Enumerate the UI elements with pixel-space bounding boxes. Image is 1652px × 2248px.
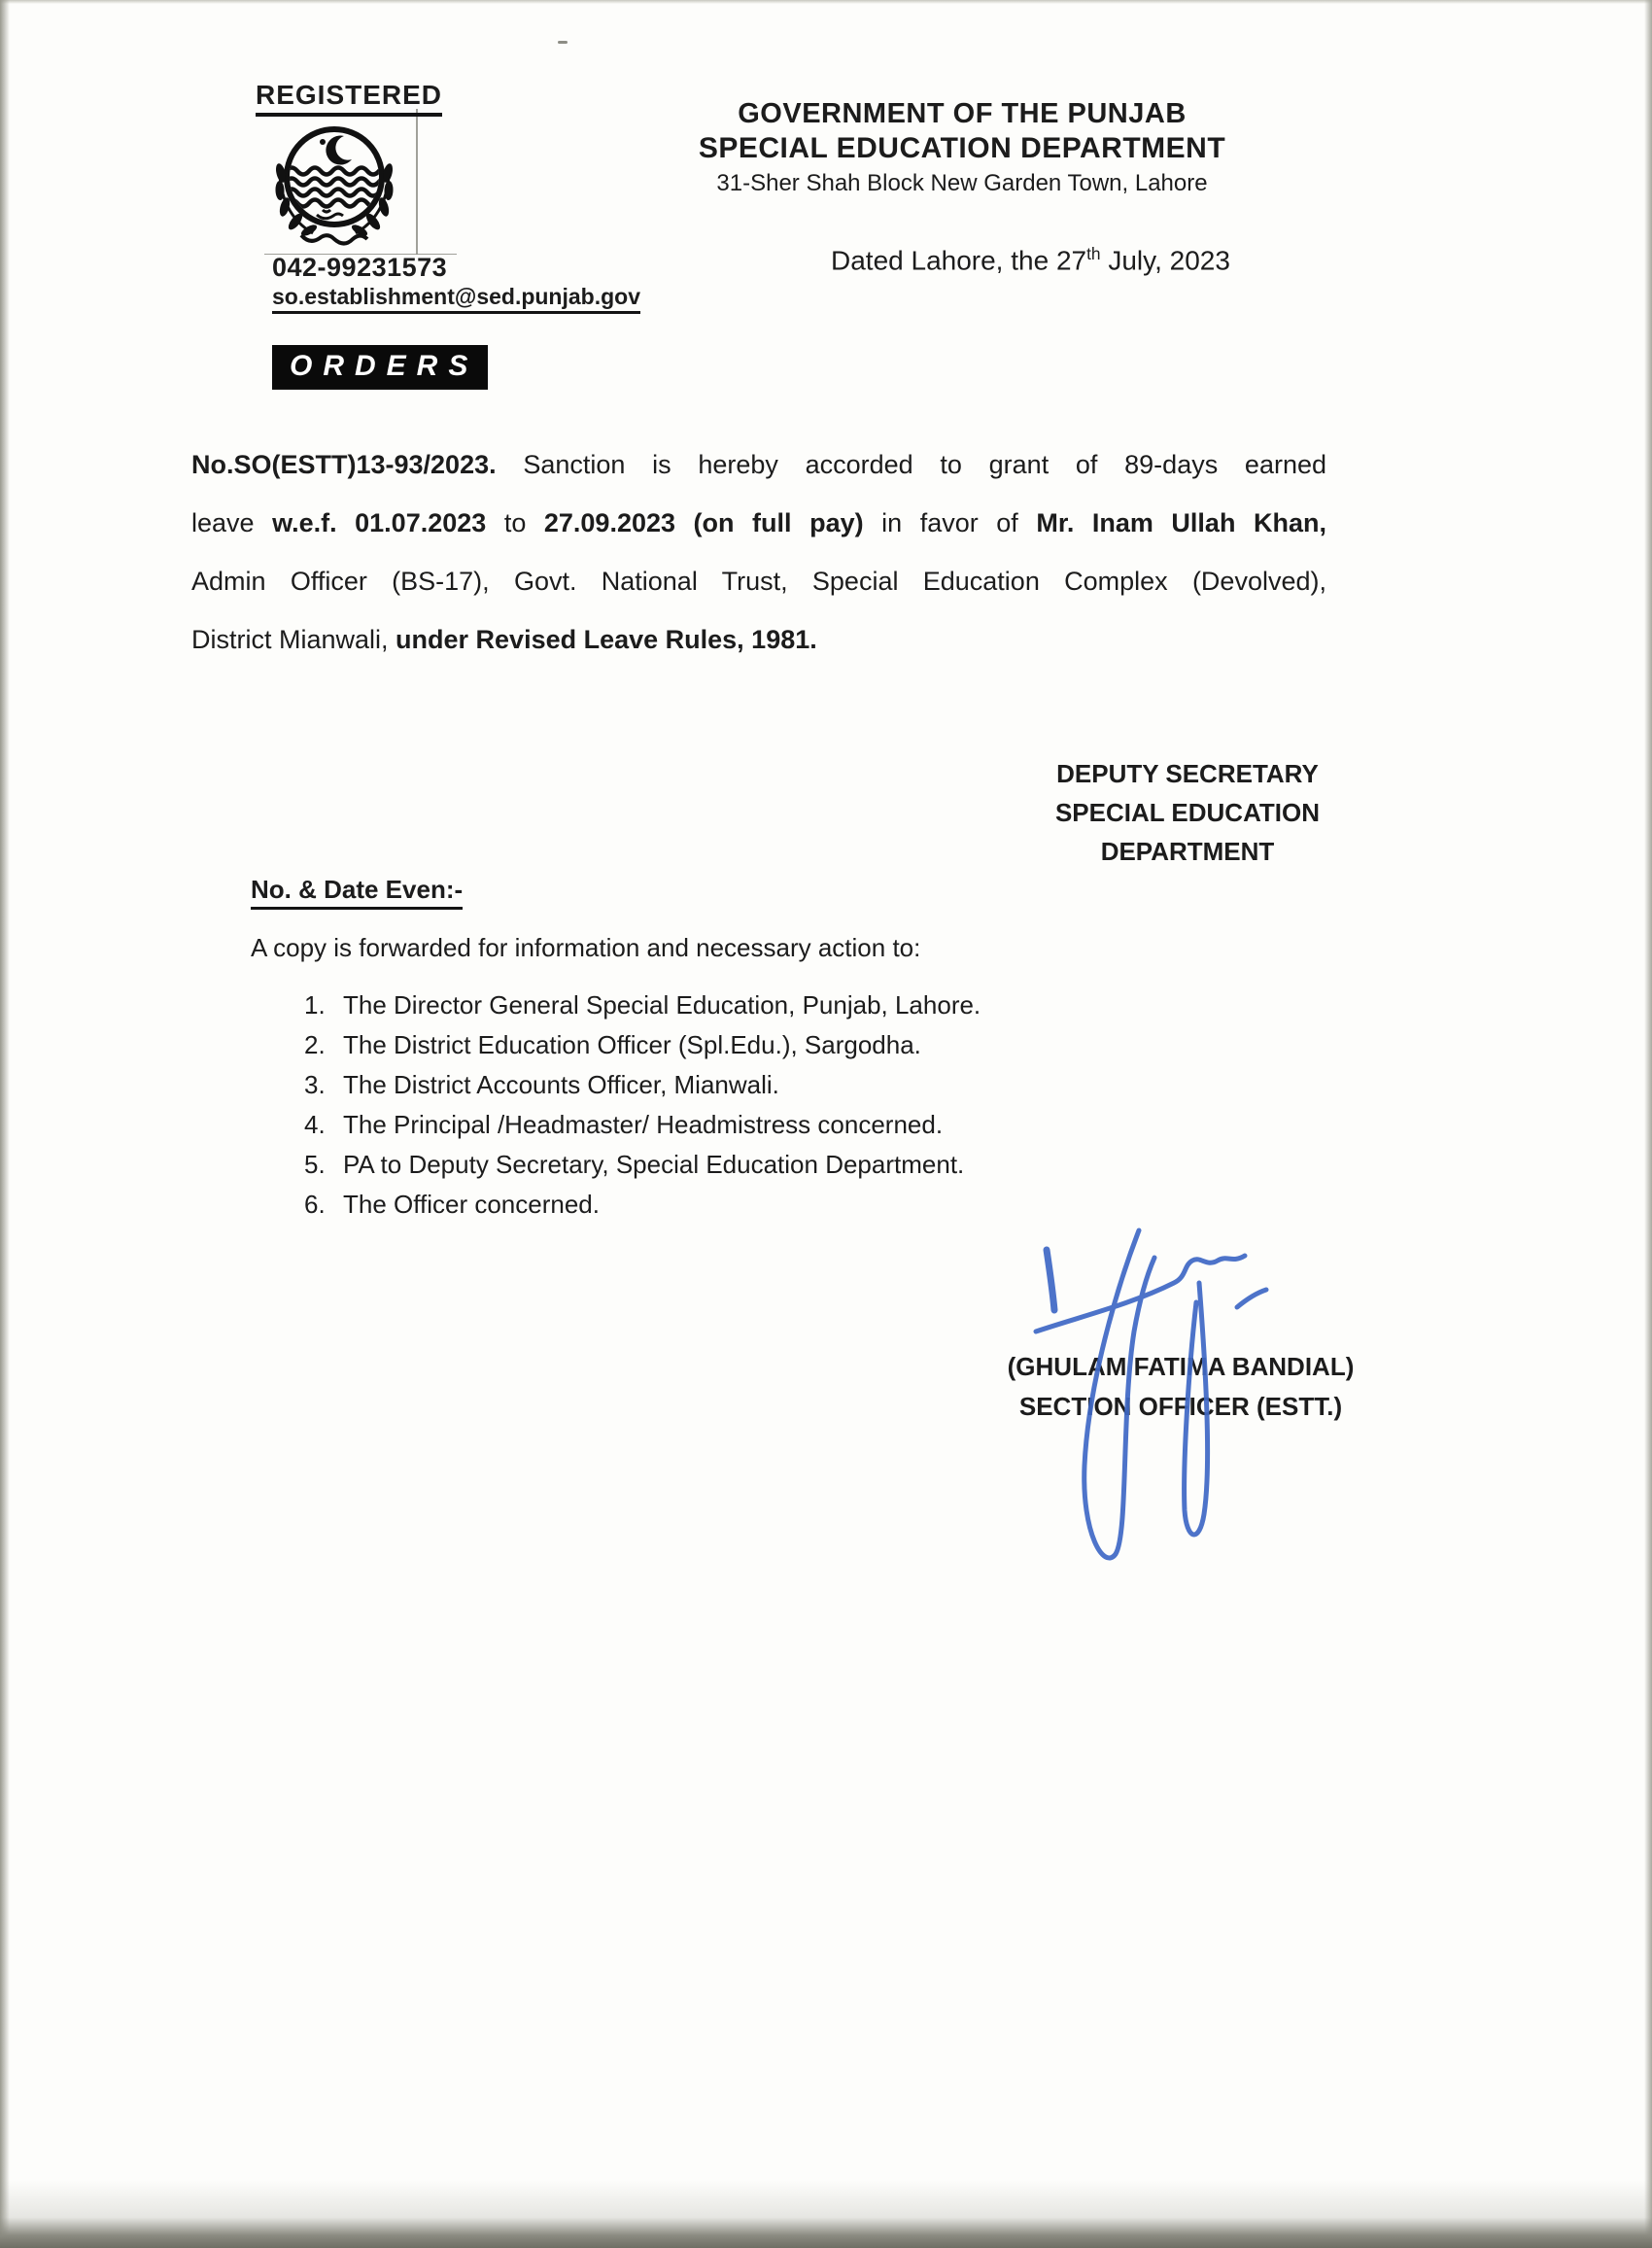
list-item-number: 5.	[304, 1150, 326, 1179]
recipient-list	[304, 986, 1276, 1225]
deputy-secretary-line3: DEPARTMENT	[1100, 837, 1275, 866]
list-item-text: The District Education Officer (Spl.Edu.), Sargodha.	[343, 1030, 921, 1059]
list-item-number: 1.	[304, 990, 326, 1020]
list-item	[304, 986, 1276, 1025]
order-text-bold: w.e.f. 01.07.2023	[272, 508, 487, 537]
list-item	[304, 1025, 1276, 1065]
scan-edge-top	[0, 0, 1652, 4]
order-text: to	[486, 508, 544, 537]
letterhead-government: GOVERNMENT OF THE PUNJAB	[738, 98, 1187, 129]
order-text-bold: Mr. Inam Ullah Khan,	[1036, 508, 1326, 537]
order-paragraph-line	[191, 494, 1326, 552]
order-paragraph-line	[191, 435, 1326, 494]
orders-heading-wrap	[272, 350, 488, 390]
signer-name: (GHULAM FATIMA BANDIAL)	[1007, 1352, 1355, 1381]
deputy-secretary-line2: SPECIAL EDUCATION	[1054, 798, 1321, 827]
order-text-bold: 27.09.2023 (on full pay)	[543, 508, 864, 537]
order-text: in favor of	[863, 508, 1037, 537]
order-text-bold: No.SO(ESTT)13-93/2023.	[191, 450, 497, 479]
order-paragraph-line	[191, 610, 1326, 669]
logo-frame-line-vertical	[416, 109, 418, 255]
list-item-text: The Principal /Headmaster/ Headmistress concerned.	[343, 1110, 944, 1139]
deputy-secretary-line1: DEPUTY SECRETARY	[1056, 759, 1319, 788]
letterhead-department: SPECIAL EDUCATION DEPARTMENT	[698, 132, 1226, 165]
order-text: leave	[191, 508, 273, 537]
list-item	[304, 1105, 1276, 1145]
list-item	[304, 1145, 1276, 1185]
date-line	[831, 244, 1230, 276]
signer-title: SECTION OFFICER (ESTT.)	[1018, 1392, 1343, 1421]
scan-edge-right	[1644, 0, 1652, 2248]
letterhead-address: 31-Sher Shah Block New Garden Town, Lahore	[716, 169, 1208, 196]
list-item-number: 3.	[304, 1070, 326, 1099]
list-item-text: The Director General Special Education, Punjab, Lahore.	[343, 990, 981, 1020]
order-text: District Mianwali,	[191, 625, 396, 654]
order-paragraph-line	[191, 552, 1326, 610]
list-item-text: PA to Deputy Secretary, Special Education Department.	[343, 1150, 965, 1179]
email-address: so.establishment@sed.punjab.gov	[272, 284, 640, 314]
orders-heading: ORDERS	[272, 345, 488, 389]
phone-number: 042-99231573	[272, 253, 448, 282]
list-item-number: 6.	[304, 1190, 326, 1219]
list-item-text: The Officer concerned.	[343, 1190, 600, 1219]
date-suffix: July, 2023	[1100, 245, 1230, 276]
registered-label: REGISTERED	[256, 80, 442, 117]
copy-forwarded-line: A copy is forwarded for information and necessary action to:	[251, 933, 921, 962]
handwritten-signature	[993, 1213, 1294, 1577]
order-text: Admin Officer (BS-17), Govt. National Trust, Special Education Complex (Devolved),	[191, 567, 1326, 596]
date-prefix: Dated Lahore, the 27	[831, 245, 1087, 276]
list-item-number: 4.	[304, 1110, 326, 1139]
date-ordinal-superscript: th	[1086, 244, 1101, 263]
list-item-number: 2.	[304, 1030, 326, 1059]
punjab-crest-logo-icon	[260, 115, 408, 251]
number-date-even-label: No. & Date Even:-	[251, 875, 463, 910]
letterhead	[680, 97, 1244, 197]
order-text: Sanction is hereby accorded to grant of 89-days earned	[496, 450, 1326, 479]
scan-edge-bottom	[0, 2180, 1652, 2248]
scan-edge-left	[0, 0, 10, 2248]
scan-speck	[558, 41, 568, 44]
list-item	[304, 1065, 1276, 1105]
deputy-secretary-block	[1022, 754, 1353, 871]
order-paragraph	[191, 435, 1326, 669]
list-item-text: The District Accounts Officer, Mianwali.	[343, 1070, 779, 1099]
order-text-bold: under Revised Leave Rules, 1981.	[396, 625, 817, 654]
